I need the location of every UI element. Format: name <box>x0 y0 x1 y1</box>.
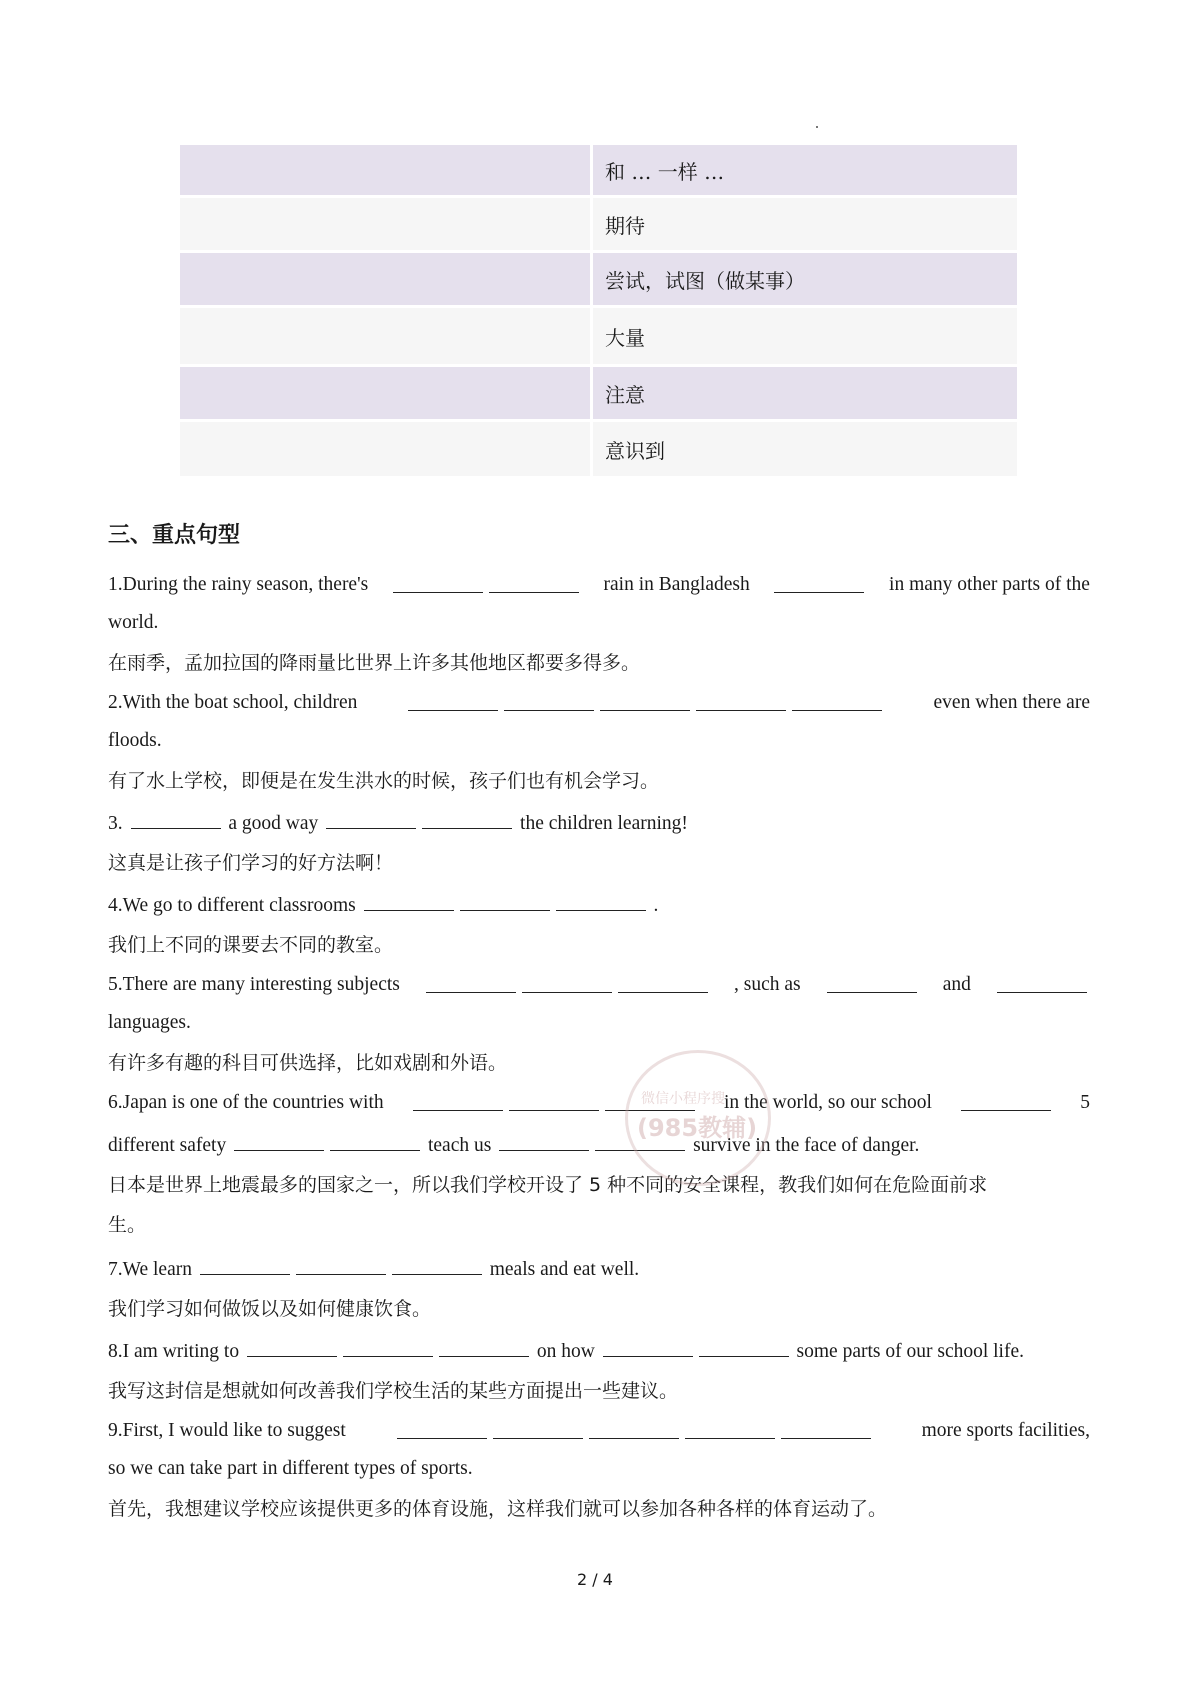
sentence-text: different safety <box>108 1135 227 1156</box>
answer-blank[interactable] <box>589 1420 679 1439</box>
answer-blank[interactable] <box>422 810 512 829</box>
sentence-8-line-1 <box>108 1338 1090 1363</box>
vocab-chinese-cell: 大量 <box>593 308 1017 364</box>
answer-blank[interactable] <box>618 974 708 993</box>
vocab-english-cell[interactable] <box>180 367 593 419</box>
answer-blank[interactable] <box>685 1420 775 1439</box>
sentence-6-line-1 <box>108 1092 1090 1117</box>
sentence-text: in the world, so our school <box>723 1092 932 1113</box>
stray-dot <box>816 126 818 128</box>
vocab-english-cell[interactable] <box>180 145 593 195</box>
sentence-9-line-1 <box>108 1420 1090 1445</box>
answer-blank[interactable] <box>774 574 864 593</box>
sentence-text: 2.With the boat school, children <box>108 692 358 713</box>
vocab-row <box>180 308 1017 364</box>
answer-blank[interactable] <box>200 1256 290 1275</box>
sentence-1-translation: 在雨季，孟加拉国的降雨量比世界上许多其他地区都要多得多。 <box>108 652 641 674</box>
sentence-2-line-2: floods. <box>108 730 162 751</box>
answer-blank[interactable] <box>792 692 882 711</box>
answer-blank[interactable] <box>131 810 221 829</box>
sentence-text: 7.We learn <box>108 1259 192 1280</box>
vocab-table <box>180 142 1017 479</box>
answer-blank[interactable] <box>439 1338 529 1357</box>
vocab-row <box>180 145 1017 195</box>
answer-blank[interactable] <box>460 892 550 911</box>
sentence-text: and <box>942 974 971 995</box>
answer-blank[interactable] <box>997 974 1087 993</box>
answer-blank[interactable] <box>234 1132 324 1151</box>
sentence-text: teach us <box>427 1135 492 1156</box>
answer-blank[interactable] <box>397 1420 487 1439</box>
blank-group <box>405 692 885 717</box>
sentence-text: 5 <box>1080 1092 1090 1113</box>
vocab-english-cell[interactable] <box>180 198 593 250</box>
sentence-text: on how <box>536 1341 595 1362</box>
sentence-text: meals and eat well. <box>489 1259 640 1280</box>
answer-blank[interactable] <box>489 574 579 593</box>
vocab-english-cell[interactable] <box>180 308 593 364</box>
sentence-text: 4.We go to different classrooms <box>108 895 356 916</box>
vocab-row <box>180 367 1017 419</box>
sentence-text: 8.I am writing to <box>108 1341 240 1362</box>
sentence-text: rain in Bangladesh <box>603 574 750 595</box>
sentence-4-translation: 我们上不同的课要去不同的教室。 <box>108 934 394 956</box>
sentence-9-translation: 首先，我想建议学校应该提供更多的体育设施，这样我们就可以参加各种各样的体育运动了。 <box>108 1498 888 1520</box>
answer-blank[interactable] <box>393 574 483 593</box>
answer-blank[interactable] <box>605 1092 695 1111</box>
sentence-text: 9.First, I would like to suggest <box>108 1420 346 1441</box>
blank-group <box>423 974 711 999</box>
blank-group <box>390 574 582 599</box>
sentence-text: a good way <box>228 813 319 834</box>
sentence-4-line-1 <box>108 892 1090 917</box>
sentence-6-translation: 日本是世界上地震最多的国家之一，所以我们学校开设了 5 种不同的安全课程，教我们如何在危险面前求 <box>108 1174 988 1196</box>
sentence-5-line-1 <box>108 974 1090 999</box>
vocab-english-cell[interactable] <box>180 422 593 476</box>
vocab-row <box>180 198 1017 250</box>
sentence-text: , such as <box>733 974 801 995</box>
watermark-text: (985教辅) <box>637 1114 758 1142</box>
blank-group <box>394 1420 874 1445</box>
answer-blank[interactable] <box>499 1132 589 1151</box>
answer-blank[interactable] <box>330 1132 420 1151</box>
answer-blank[interactable] <box>426 974 516 993</box>
watermark-text: 微信小程序搜 <box>641 1091 725 1107</box>
sentence-text: 1.During the rainy season, there's <box>108 574 369 595</box>
answer-blank[interactable] <box>522 974 612 993</box>
sentence-9-line-2: so we can take part in different types of sports. <box>108 1458 473 1479</box>
answer-blank[interactable] <box>603 1338 693 1357</box>
vocab-english-cell[interactable] <box>180 253 593 305</box>
answer-blank[interactable] <box>364 892 454 911</box>
answer-blank[interactable] <box>493 1420 583 1439</box>
vocab-row <box>180 253 1017 305</box>
vocab-chinese-cell: 意识到 <box>593 422 1017 476</box>
answer-blank[interactable] <box>413 1092 503 1111</box>
answer-blank[interactable] <box>556 892 646 911</box>
vocab-row <box>180 422 1017 476</box>
sentence-text: in many other parts of the <box>889 574 1090 595</box>
answer-blank[interactable] <box>392 1256 482 1275</box>
sentence-3-translation: 这真是让孩子们学习的好方法啊！ <box>108 852 394 874</box>
answer-blank[interactable] <box>827 974 917 993</box>
answer-blank[interactable] <box>696 692 786 711</box>
answer-blank[interactable] <box>509 1092 599 1111</box>
sentence-5-translation: 有许多有趣的科目可供选择，比如戏剧和外语。 <box>108 1052 508 1074</box>
sentence-text: 6.Japan is one of the countries with <box>108 1092 384 1113</box>
section-title: 三、重点句型 <box>108 523 241 548</box>
answer-blank[interactable] <box>961 1092 1051 1111</box>
sentence-1-line-2: world. <box>108 612 159 633</box>
sentence-2-translation: 有了水上学校，即便是在发生洪水的时候，孩子们也有机会学习。 <box>108 770 660 792</box>
sentence-6-line-2 <box>108 1132 1090 1157</box>
sentence-2-line-1 <box>108 692 1090 717</box>
vocab-chinese-cell: 期待 <box>593 198 1017 250</box>
sentence-7-line-1 <box>108 1256 1090 1281</box>
sentence-text: the children learning! <box>520 813 688 834</box>
vocab-chinese-cell: 和 … 一样 … <box>593 145 1017 195</box>
answer-blank[interactable] <box>247 1338 337 1357</box>
sentence-3-line-1 <box>108 810 1090 835</box>
sentence-text: 5.There are many interesting subjects <box>108 974 400 995</box>
answer-blank[interactable] <box>504 692 594 711</box>
sentence-8-translation: 我写这封信是想就如何改善我们学校生活的某些方面提出一些建议。 <box>108 1380 679 1402</box>
vocab-chinese-cell: 注意 <box>593 367 1017 419</box>
answer-blank[interactable] <box>296 1256 386 1275</box>
sentence-text: some parts of our school life. <box>796 1341 1024 1362</box>
page-number: 2 / 4 <box>577 1570 613 1589</box>
answer-blank[interactable] <box>595 1132 685 1151</box>
sentence-1-line-1 <box>108 574 1090 599</box>
sentence-text: survive in the face of danger. <box>693 1135 920 1156</box>
answer-blank[interactable] <box>343 1338 433 1357</box>
answer-blank[interactable] <box>600 692 690 711</box>
answer-blank[interactable] <box>326 810 416 829</box>
sentence-text: . <box>653 895 659 916</box>
sentence-text: more sports facilities, <box>921 1420 1090 1441</box>
sentence-text: 3. <box>108 813 123 834</box>
sentence-7-translation: 我们学习如何做饭以及如何健康饮食。 <box>108 1298 432 1320</box>
sentence-text: even when there are <box>933 692 1090 713</box>
blank-group <box>410 1092 698 1117</box>
answer-blank[interactable] <box>408 692 498 711</box>
answer-blank[interactable] <box>781 1420 871 1439</box>
answer-blank[interactable] <box>699 1338 789 1357</box>
sentence-6-translation-cont: 生。 <box>108 1214 147 1236</box>
sentence-5-line-2: languages. <box>108 1012 191 1033</box>
vocab-chinese-cell: 尝试，试图（做某事） <box>593 253 1017 305</box>
